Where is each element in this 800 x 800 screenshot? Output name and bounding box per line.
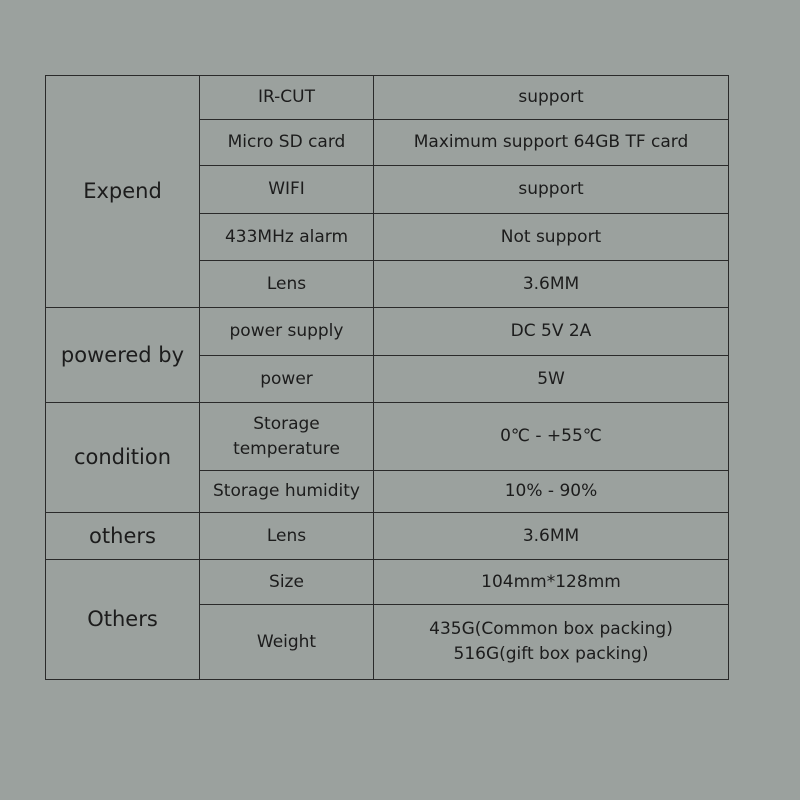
spec-label: 433MHz alarm	[200, 214, 374, 261]
group-label-powered-by: powered by	[46, 308, 200, 403]
group-label-expend: Expend	[46, 76, 200, 308]
group-label-others: others	[46, 513, 200, 560]
spec-label: Lens	[200, 513, 374, 560]
spec-value: support	[374, 76, 729, 120]
spec-label: Micro SD card	[200, 120, 374, 166]
table-row	[46, 76, 729, 120]
spec-label-line: temperature	[233, 438, 340, 459]
table-row	[46, 513, 729, 560]
spec-label: WIFI	[200, 166, 374, 214]
spec-label-line: Storage	[253, 413, 320, 434]
table-row	[46, 308, 729, 356]
spec-value: Maximum support 64GB TF card	[374, 120, 729, 166]
spec-value: 104mm*128mm	[374, 560, 729, 605]
spec-value	[374, 605, 729, 680]
table-row	[46, 403, 729, 471]
spec-label: Weight	[200, 605, 374, 680]
spec-value: 3.6MM	[374, 513, 729, 560]
group-label-others-2: Others	[46, 560, 200, 680]
spec-value: 5W	[374, 356, 729, 403]
spec-label: power supply	[200, 308, 374, 356]
spec-value: DC 5V 2A	[374, 308, 729, 356]
spec-value: 3.6MM	[374, 261, 729, 308]
spec-label	[200, 403, 374, 471]
spec-value: Not support	[374, 214, 729, 261]
spec-value: 0℃ - +55℃	[374, 403, 729, 471]
spec-value: 10% - 90%	[374, 471, 729, 513]
group-label-condition: condition	[46, 403, 200, 513]
spec-label: Size	[200, 560, 374, 605]
spec-label: Storage humidity	[200, 471, 374, 513]
spec-label: Lens	[200, 261, 374, 308]
spec-label: power	[200, 356, 374, 403]
spec-table	[45, 75, 729, 680]
table-row	[46, 560, 729, 605]
spec-value-line: 516G(gift box packing)	[453, 644, 649, 664]
spec-value-line: 435G(Common box packing)	[429, 619, 673, 640]
spec-label: IR-CUT	[200, 76, 374, 120]
spec-value: support	[374, 166, 729, 214]
